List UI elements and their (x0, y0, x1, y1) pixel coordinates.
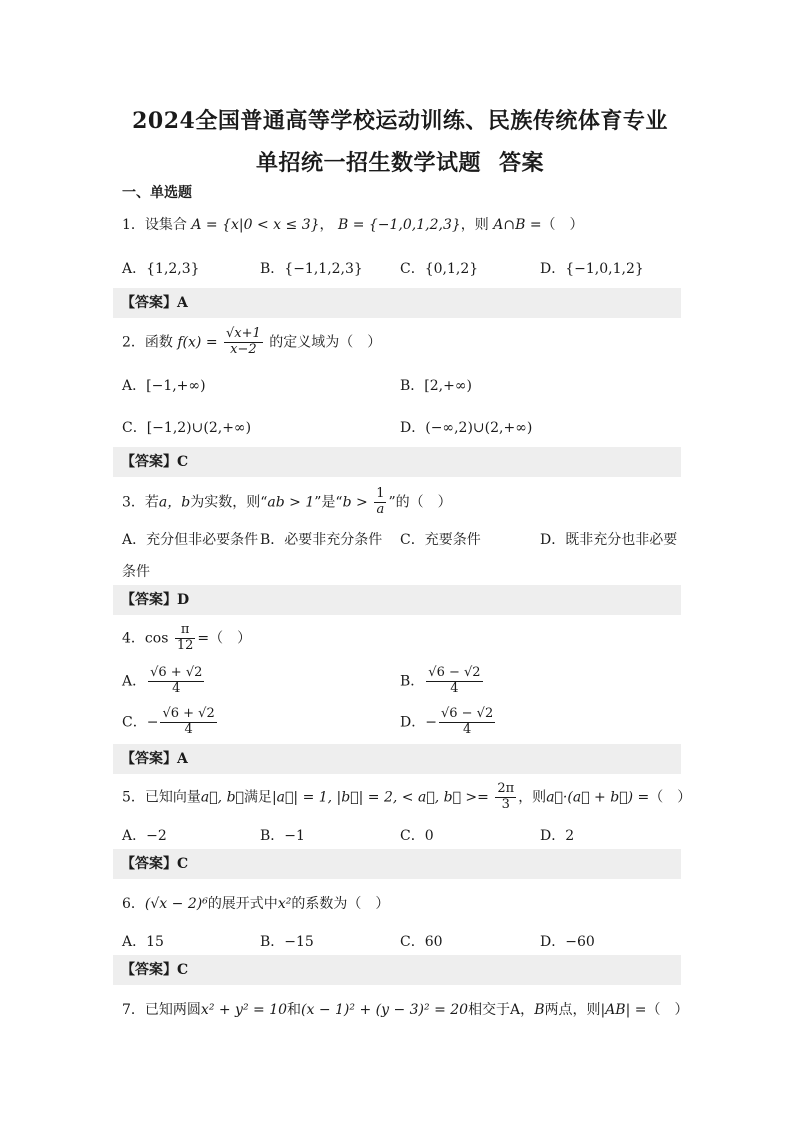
q5-option-a: A．−2 (122, 828, 167, 844)
q1-option-a: A．{1,2,3} (122, 261, 200, 277)
title-main: 单招统一招生数学试题 (255, 150, 481, 176)
q1-text-3: ，则 (460, 217, 489, 233)
q1-set-a: A = {x|0 < x ≤ 3} (191, 217, 320, 233)
q4-answer: 【答案】A (113, 744, 681, 774)
question-4: 4．cos $\frac{\pi}{12}$ =（ ） (122, 622, 252, 653)
q1-answer: 【答案】A (113, 288, 681, 318)
q1-option-d: D．{−1,0,1,2} (540, 261, 644, 277)
q2-option-b: B．[2,+∞) (400, 378, 472, 394)
q2-option-a: A．[−1,+∞) (122, 378, 206, 394)
q6-option-c: C．60 (400, 934, 443, 950)
q5-option-d: D．2 (540, 828, 575, 844)
q6-answer: 【答案】C (113, 955, 681, 985)
q4-option-a: A． $\frac{√6 + √2}{4}$ (122, 665, 203, 696)
q6-option-b: B．−15 (260, 934, 314, 950)
q2-option-c: C．[−1,2)∪(2,+∞) (122, 420, 252, 436)
q3-option-d: D．既非充分也非必要 (540, 532, 678, 548)
q3-option-d-continued: 条件 (122, 564, 150, 580)
question-2: 2．函数 f(x) = $\frac{√x+1}{x-2}$ 的定义域为（ ） (122, 326, 382, 357)
q4-fraction: $\frac{\pi}{12}$ (176, 622, 194, 653)
q4-option-b: B． $\frac{√6 - √2}{4}$ (400, 665, 481, 696)
q1-option-c: C．{0,1,2} (400, 261, 479, 277)
q5-option-b: B．−1 (260, 828, 305, 844)
section-title: 一、单选题 (122, 185, 192, 201)
q2-function: f(x) = (177, 334, 218, 351)
q5-answer: 【答案】C (113, 849, 681, 879)
title-line-1: 2024全国普通高等学校运动训练、民族传统体育专业 (132, 108, 668, 134)
q6-expression: (√x − 2)⁶ (144, 896, 208, 912)
question-7: 7．已知两圆x² + y² = 10和(x − 1)² + (y − 3)² = 20相交于A，B两点，则|AB| =（ ） (122, 1002, 689, 1018)
question-6: 6．(√x − 2)⁶的展开式中x²的系数为（ ） (122, 896, 390, 912)
q3-option-c: C．充要条件 (400, 532, 481, 548)
q3-option-a: A．充分但非必要条件 (122, 532, 259, 548)
q4-option-c: C．− $\frac{√6 + √2}{4}$ (122, 706, 215, 737)
q3-fraction: $\frac{1}{a}$ (376, 486, 385, 517)
q1-option-b: B．{−1,1,2,3} (260, 261, 363, 277)
question-3: 3．若a，b为实数，则“ab > 1”是“b > $\frac{1}{a}$ ”的（ ） (122, 486, 452, 517)
q1-text-4: （ ） (541, 217, 584, 233)
q3-answer: 【答案】D (113, 585, 681, 615)
q2-fraction: $\frac{√x+1}{x-2}$ (226, 326, 261, 357)
q1-text-2: ， (319, 217, 334, 233)
q2-option-d: D．(−∞,2)∪(2,+∞) (400, 420, 533, 436)
q6-option-d: D．−60 (540, 934, 595, 950)
q4-option-d: D．− $\frac{√6 - √2}{4}$ (400, 706, 494, 737)
question-5: 5．已知向量a⃗, b⃗满足|a⃗| = 1, |b⃗| = 2, < a⃗, b⃗ >= $\frac{2\pi}{3}$ ，则a⃗·(a⃗ + b⃗) =（ ） (122, 781, 692, 812)
title-answer: 答案 (499, 150, 545, 176)
q1-text-1: 设集合 (144, 217, 187, 233)
question-1 (122, 214, 584, 234)
title-line-2 (0, 146, 800, 177)
q1-set-b: B = {−1,0,1,2,3} (337, 217, 461, 233)
q3-option-b: B．必要非充分条件 (260, 532, 383, 548)
q1-number: 1． (122, 217, 145, 233)
q5-fraction: $\frac{2\pi}{3}$ (497, 781, 515, 812)
q5-option-c: C．0 (400, 828, 434, 844)
q6-option-a: A．15 (122, 934, 164, 950)
q1-intersection: A∩B = (493, 217, 542, 233)
q2-answer: 【答案】C (113, 447, 681, 477)
